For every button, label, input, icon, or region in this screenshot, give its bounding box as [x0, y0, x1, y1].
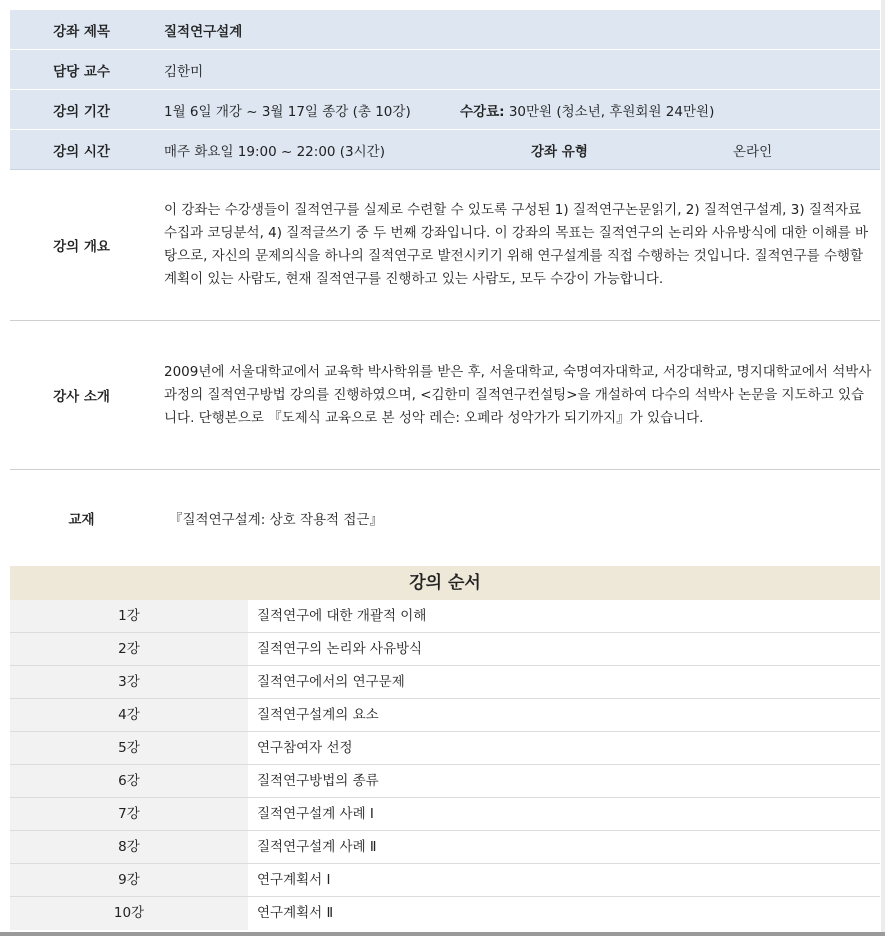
type-label: 강좌 유형 [531, 143, 588, 160]
overview-row [10, 170, 880, 321]
period-label: 강의 기간 [53, 103, 110, 120]
table-row [10, 897, 880, 930]
lecture-number: 8강 [10, 831, 248, 863]
lecture-number: 9강 [10, 864, 248, 896]
lecture-topic: 질적연구설계의 요소 [257, 707, 379, 723]
lecture-topic: 질적연구의 논리와 사유방식 [257, 641, 423, 657]
bottom-divider [0, 932, 885, 936]
lecture-number: 2강 [10, 633, 248, 665]
table-row [10, 798, 880, 831]
lecture-number: 10강 [10, 897, 248, 930]
type-value: 온라인 [733, 143, 773, 160]
lecture-number: 3강 [10, 666, 248, 698]
lecture-topic: 연구계획서 Ⅰ [257, 872, 331, 888]
table-row [10, 699, 880, 732]
course-title-value: 질적연구설계 [164, 23, 243, 40]
fee-label: 수강료: [460, 103, 505, 120]
textbook-label: 교재 [68, 512, 95, 528]
lecture-topic: 질적연구설계 사례 Ⅱ [257, 839, 377, 855]
instructor-label: 강사 소개 [53, 389, 110, 405]
table-row [10, 666, 880, 699]
fee-value: 30만원 (청소년, 후원회원 24만원) [508, 103, 715, 120]
table-row [10, 600, 880, 633]
instructor-text: 2009년에 서울대학교에서 교육학 박사학위를 받은 후, 서울대학교, 숙명여자대학교, 서강대학교, 명지대학교에서 석박사과정의 질적연구방법 강의를 진행하였으며, <김한미 질적연구컨설팅>을 개설하여 다수의 석박사 논문을 지도하고 있습니다. 단행본으로 『도제식 교육으로 본 성악 레슨: 오페라 성악가가 되기까지』가 있습니다. [164, 363, 872, 426]
lecture-topic: 연구계획서 Ⅱ [257, 905, 334, 921]
period-row [10, 90, 880, 130]
professor-label: 담당 교수 [53, 63, 110, 80]
period-value: 1월 6일 개강 ~ 3월 17일 종강 (총 10강) [164, 103, 411, 120]
professor-row [10, 50, 880, 90]
lecture-number: 1강 [10, 600, 248, 632]
table-row [10, 831, 880, 864]
table-row [10, 864, 880, 897]
table-row [10, 633, 880, 666]
instructor-row [10, 321, 880, 470]
lecture-topic: 질적연구설계 사례 Ⅰ [257, 806, 374, 822]
time-row [10, 130, 880, 170]
time-label: 강의 시간 [53, 143, 110, 160]
overview-label: 강의 개요 [53, 239, 110, 255]
lecture-order-table [10, 566, 880, 930]
lecture-topic: 질적연구방법의 종류 [257, 773, 379, 789]
table-row [10, 732, 880, 765]
lecture-topic: 질적연구에 대한 개괄적 이해 [257, 608, 427, 624]
table-row [10, 765, 880, 798]
course-title-label: 강좌 제목 [53, 23, 110, 40]
lecture-topic: 질적연구에서의 연구문제 [257, 674, 405, 690]
lecture-topic: 연구참여자 선정 [257, 740, 353, 756]
overview-text: 이 강좌는 수강생들이 질적연구를 실제로 수련할 수 있도록 구성된 1) 질적연구논문읽기, 2) 질적연구설계, 3) 질적자료수집과 코딩분석, 4) 질적글쓰기 중 두 번째 강좌입니다. 이 강좌의 목표는 질적연구의 논리와 사유방식에 대한 이해를 바탕으로, 자신의 문제의식을 하나의 질적연구로 발전시키기 위해 연구설계를 직접 수행하는 것입니다. 질적연구를 수행할 계획이 있는 사람도, 현재 질적연구를 진행하고 있는 사람도, 모두 수강이 가능합니다. [164, 202, 869, 287]
course-title-row [10, 10, 880, 50]
professor-value: 김한미 [164, 63, 204, 80]
course-info-table [10, 10, 880, 566]
lecture-number: 4강 [10, 699, 248, 731]
time-value: 매주 화요일 19:00 ~ 22:00 (3시간) [164, 143, 385, 160]
lecture-number: 5강 [10, 732, 248, 764]
textbook-value: 『질적연구설계: 상호 작용적 접근』 [169, 512, 383, 528]
textbook-row [10, 470, 880, 566]
lecture-number: 6강 [10, 765, 248, 797]
lecture-number: 7강 [10, 798, 248, 830]
scrollbar-track[interactable] [881, 0, 885, 936]
lecture-order-heading: 강의 순서 [10, 566, 880, 600]
